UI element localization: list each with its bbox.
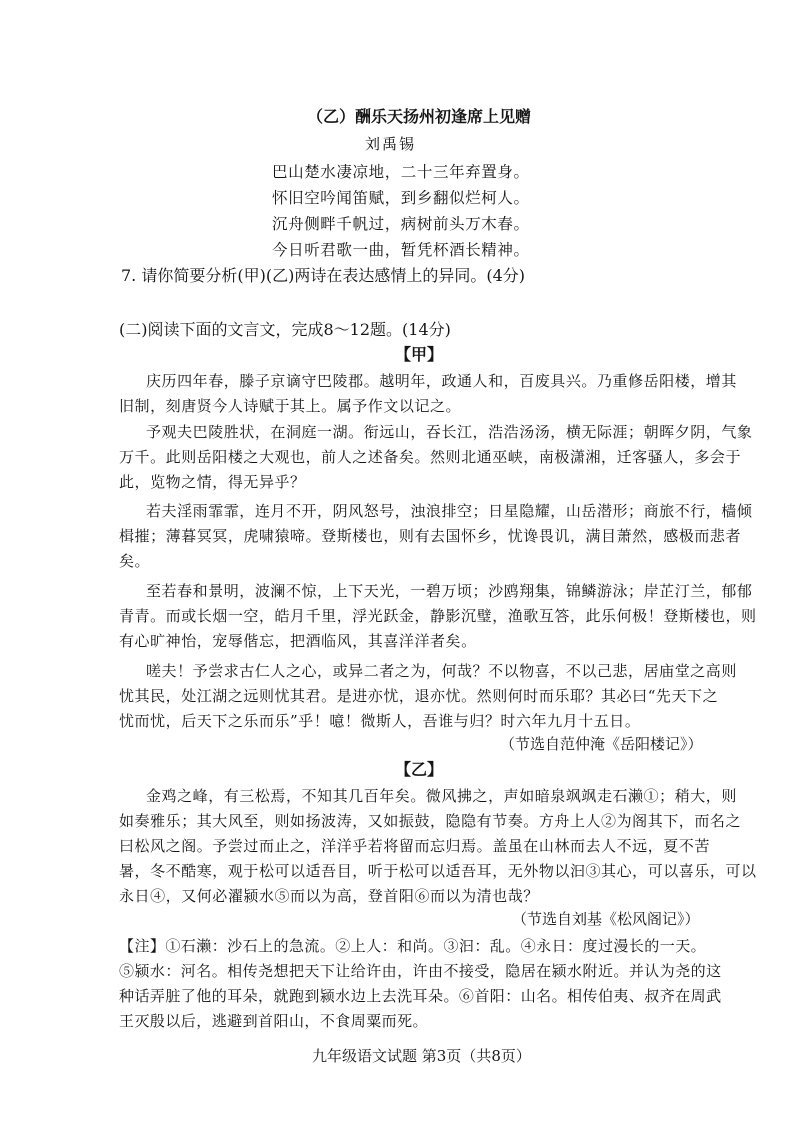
passage-line: 曰松风之阁。予尝过而止之，洋洋乎若将留而忘归焉。盖虽在山林而去人不远，夏不苦: [119, 837, 710, 855]
poem-line: 今日听君歌一曲，暂凭杯酒长精神。: [272, 241, 530, 259]
passage-line: 有心旷神怡，宠辱偕忘，把酒临风，其喜洋洋者矣。: [119, 632, 477, 650]
note-line: 【注】①石濑：沙石上的急流。②上人：和尚。③汩：乱。④永日：度过漫长的一天。: [119, 937, 707, 955]
passage-line: 至若春和景明，波澜不惊，上下天光，一碧万顷；沙鸥翔集，锦鳞游泳；岸芷汀兰，郁郁: [146, 582, 753, 600]
passage-line: 庆历四年春，滕子京谪守巴陵郡。越明年，政通人和，百废具兴。乃重修岳阳楼，增其: [146, 372, 737, 390]
passage-line: 此，览物之情，得无异乎？: [119, 473, 306, 491]
section-heading: (二)阅读下面的文言文，完成8～12题。(14分): [119, 320, 451, 339]
passage-line: 暑，冬不酷寒，观于松可以适吾目，听于松可以适吾耳，无外物以汩③其心，可以喜乐，可以: [119, 862, 757, 880]
passage-line: 楫摧；薄暮冥冥，虎啸猿啼。登斯楼也，则有去国怀乡，忧谗畏讥，满目萧然，感极而悲者: [119, 527, 742, 545]
passage-line: 忧其民，处江湖之远则忧其君。是进亦忧，退亦忧。然则何时而乐耶？其必曰“先天下之: [119, 687, 719, 705]
passage-line: 忧而忧，后天下之乐而乐”乎！噫！微斯人，吾谁与归？时六年九月十五日。: [119, 712, 641, 730]
poem-author: 刘禹锡: [365, 135, 417, 153]
question-7: 7. 请你简要分析(甲)(乙)两诗在表达感情上的异同。(4分): [121, 266, 525, 285]
poem-title: （乙）酬乐天扬州初逢席上见赠: [307, 107, 532, 126]
page-footer: 九年级语文试题 第3页（共8页）: [312, 1047, 531, 1065]
passage-line: 青青。而或长烟一空，皓月千里，浮光跃金，静影沉璧，渔歌互答，此乐何极！登斯楼也，则: [119, 607, 757, 625]
passage-line: 万千。此则岳阳楼之大观也，前人之述备矣。然则北通巫峡，南极潇湘，迁客骚人，多会于: [119, 448, 742, 466]
passage-line: 如奏雅乐；其大风至，则如扬波涛，又如振鼓，隐隐有节奏。方舟上人②为阁其下，而名之: [119, 812, 742, 830]
note-line: 王灭殷以后，逃避到首阳山，不食周粟而死。: [119, 1012, 429, 1030]
poem-line: 怀旧空吟闻笛赋，到乡翻似烂柯人。: [272, 189, 530, 207]
passage-line: 永日④，又何必濯颍水⑤而以为高，登首阳⑥而以为清也哉？: [119, 887, 539, 905]
poem-line: 沉舟侧畔千帆过，病树前头万木春。: [272, 215, 530, 233]
passage-line: 嗟夫！予尝求古仁人之心，或异二者之为，何哉？不以物喜，不以己悲，居庙堂之高则: [146, 662, 737, 680]
passage-line: 矣。: [119, 552, 151, 570]
poem-line: 巴山楚水凄凉地，二十三年弃置身。: [272, 163, 530, 181]
passage-jia-source: （节选自范仲淹《岳阳楼记》）: [500, 735, 703, 753]
passage-line: 若夫淫雨霏霏，连月不开，阴风怒号，浊浪排空；日星隐耀，山岳潜形；商旅不行，樯倾: [146, 502, 753, 520]
passage-line: 金鸡之峰，有三松焉，不知其几百年矣。微风拂之，声如暗泉飒飒走石濑①；稍大，则: [146, 787, 737, 805]
passage-line: 旧制，刻唐贤今人诗赋于其上。属予作文以记之。: [119, 397, 462, 415]
passage-yi-label: 【乙】: [395, 760, 444, 779]
passage-line: 予观夫巴陵胜状，在洞庭一湖。衔远山，吞长江，浩浩汤汤，横无际涯；朝晖夕阴，气象: [146, 423, 753, 441]
passage-jia-label: 【甲】: [395, 345, 444, 364]
note-line: ⑤颍水：河名。相传尧想把天下让给许由，许由不接受，隐居在颍水附近。并认为尧的这: [119, 962, 722, 980]
passage-yi-source: （节选自刘基《松风阁记》）: [512, 910, 700, 928]
note-line: 种话弄脏了他的耳朵，就跑到颍水边上去洗耳朵。⑥首阳：山名。相传伯夷、叔齐在周武: [119, 987, 722, 1005]
